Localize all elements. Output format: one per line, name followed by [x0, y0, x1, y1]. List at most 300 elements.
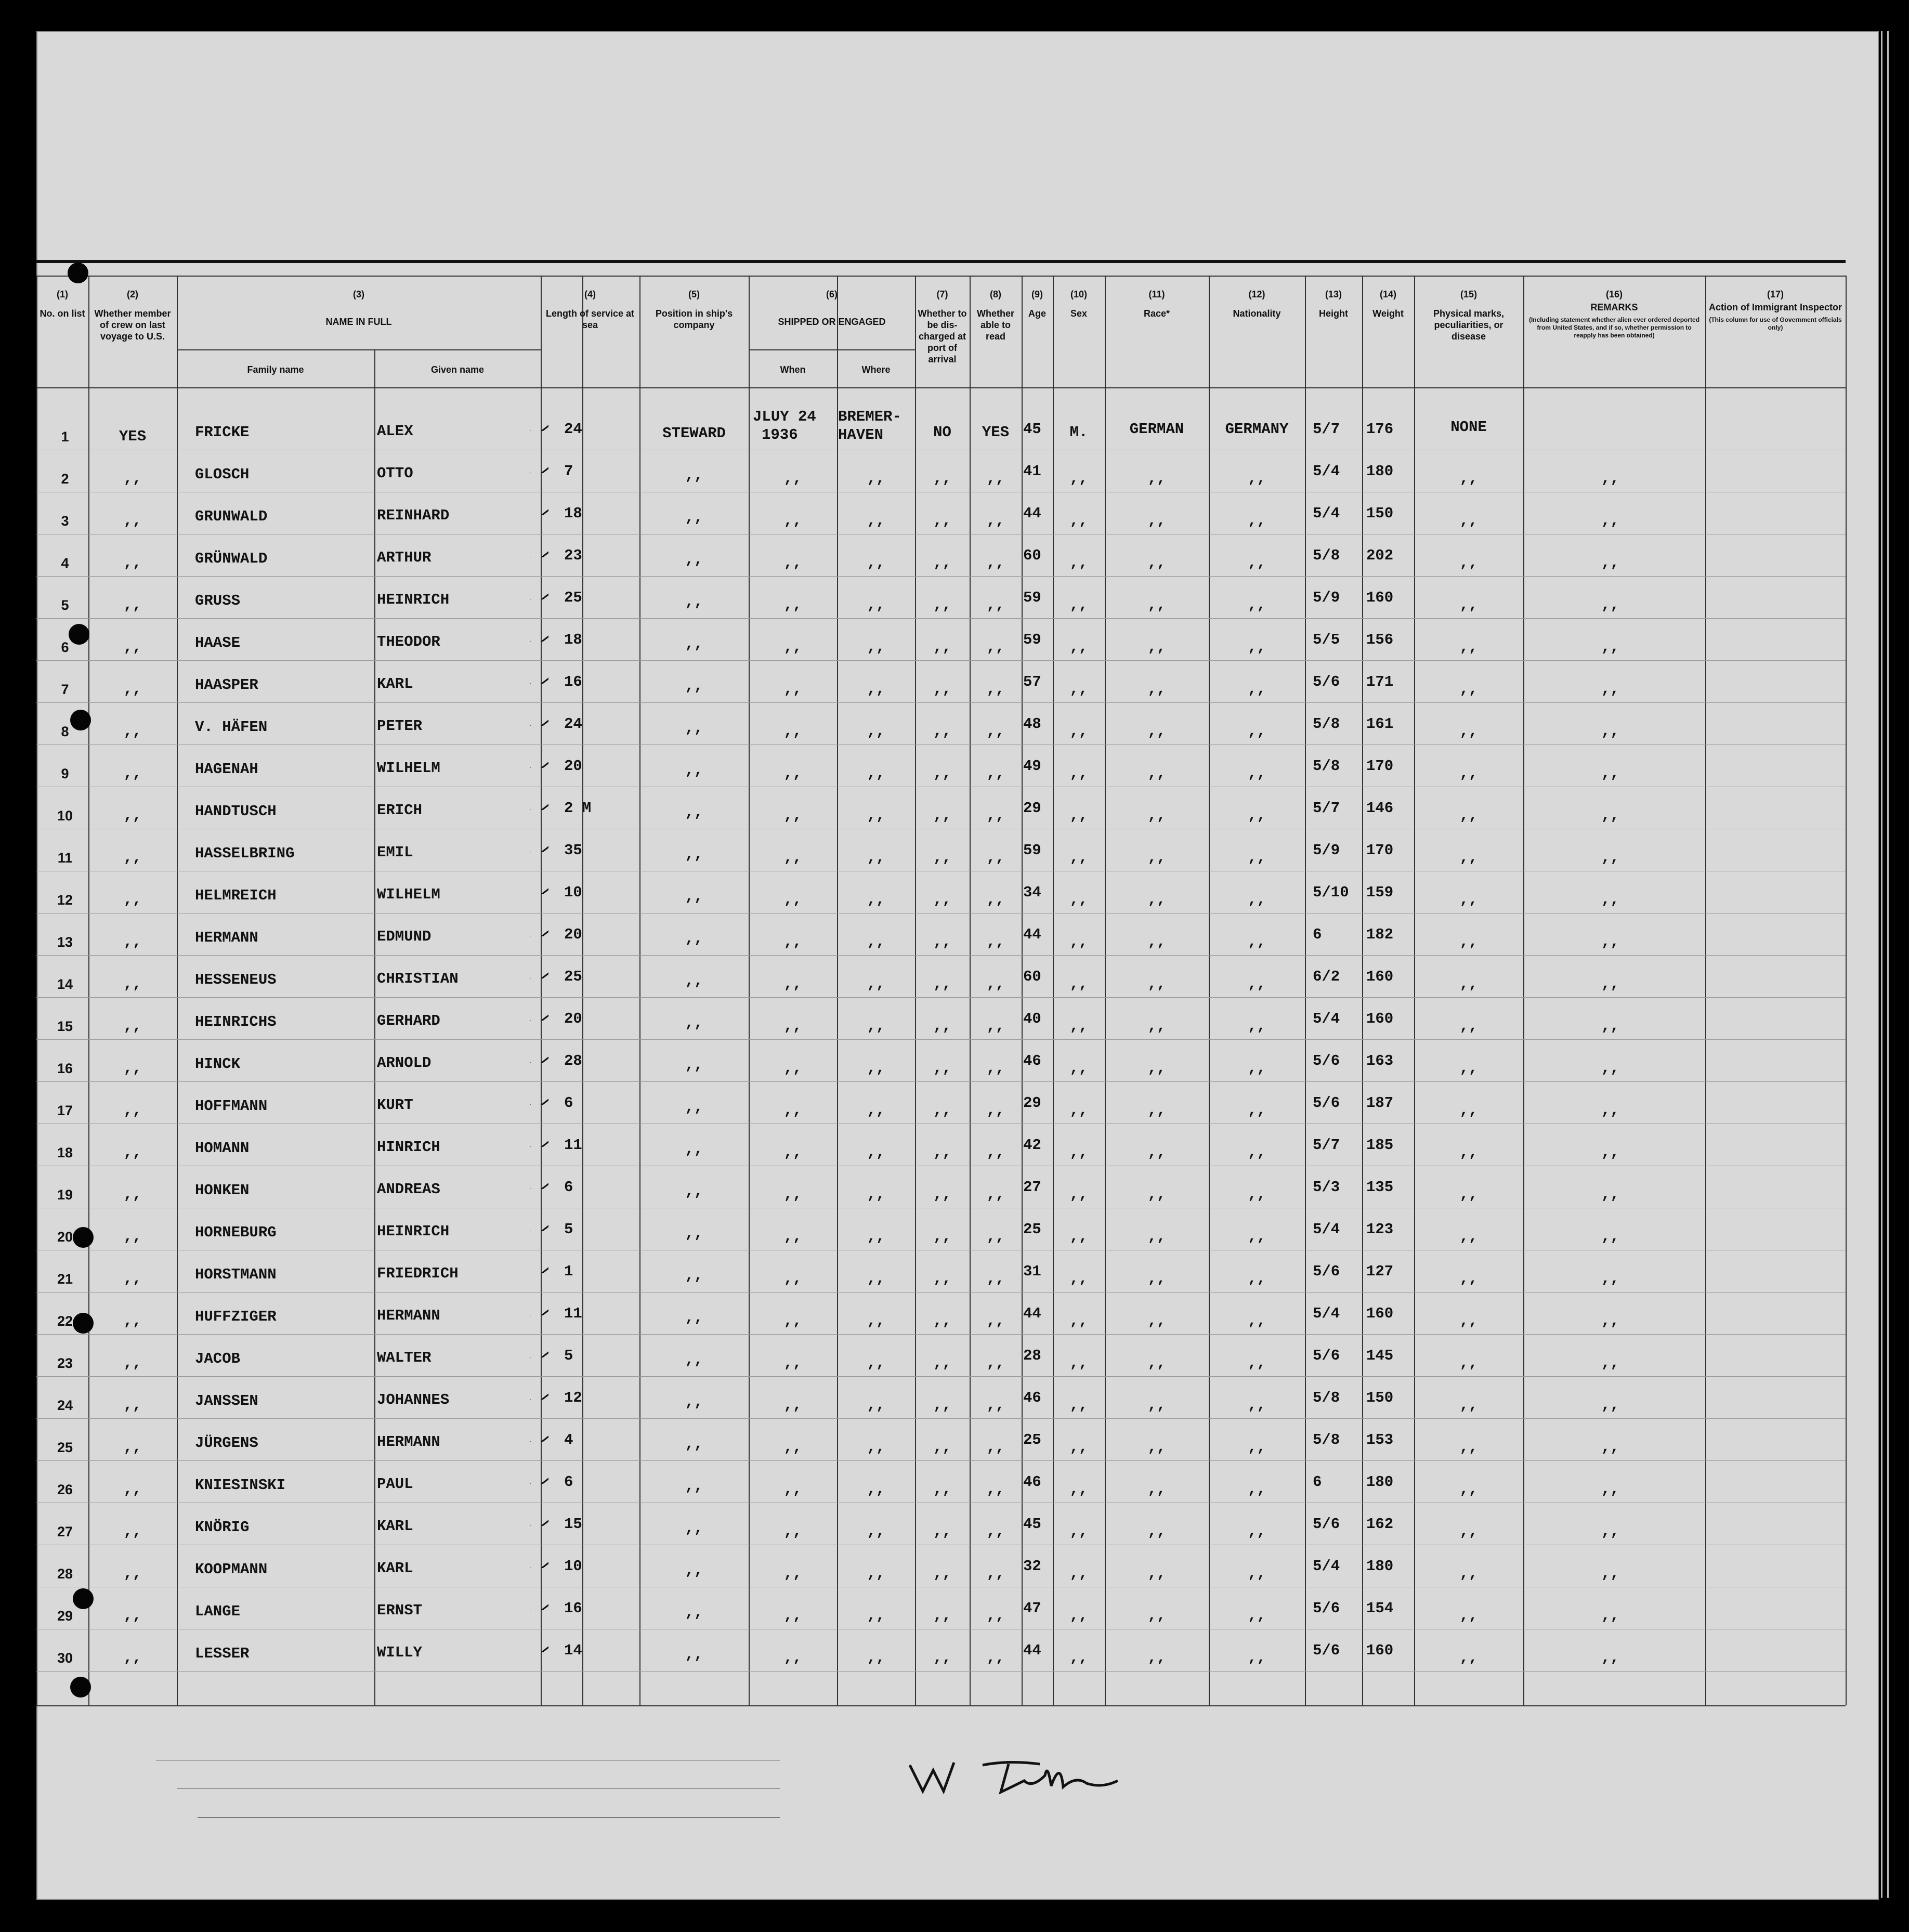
punch-hole — [73, 1313, 94, 1334]
check-mark-icon — [528, 502, 548, 515]
position-cell: ,, — [685, 677, 703, 695]
service-length-cell: 14 — [564, 1642, 582, 1659]
height-cell: 5/8 — [1313, 1389, 1340, 1406]
race-cell: ,, — [1147, 807, 1166, 824]
column-header: Age — [1028, 308, 1046, 319]
family-name-cell: HOMANN — [195, 1140, 250, 1157]
discharged-cell: ,, — [933, 1481, 951, 1498]
given-name-cell: HEINRICH — [377, 1223, 450, 1240]
service-length-cell: 24 — [564, 715, 582, 733]
row-number: 22 — [57, 1313, 73, 1329]
row-number: 23 — [57, 1355, 73, 1371]
column-number: (5) — [688, 289, 700, 299]
sex-cell: ,, — [1069, 849, 1088, 866]
age-cell: 49 — [1023, 758, 1041, 775]
nationality-cell: ,, — [1248, 1649, 1266, 1666]
last-voyage-cell: ,, — [123, 1439, 142, 1456]
name-subheader-line — [177, 349, 541, 350]
shipped-when-cell: ,, — [783, 1312, 802, 1329]
height-cell: 6/2 — [1313, 968, 1340, 985]
weight-cell: 161 — [1366, 715, 1394, 733]
sex-cell: ,, — [1069, 1186, 1088, 1203]
family-name-cell: KNÖRIG — [195, 1519, 250, 1536]
race-cell: GERMAN — [1129, 421, 1184, 438]
family-name-cell: V. HÄFEN — [195, 719, 268, 736]
check-mark-icon — [528, 544, 548, 557]
row-number: 16 — [57, 1061, 73, 1076]
given-name-cell: HINRICH — [377, 1139, 440, 1156]
able-to-read-cell: ,, — [986, 1396, 1005, 1414]
shipped-when-cell: ,, — [783, 1270, 802, 1287]
physical-marks-cell: ,, — [1459, 1396, 1478, 1414]
shipped-where-cell: ,, — [867, 807, 885, 824]
service-length-cell: 16 — [564, 673, 582, 690]
race-cell: ,, — [1147, 1228, 1166, 1245]
column-header: REMARKS — [1590, 302, 1638, 312]
check-mark-icon — [528, 1470, 548, 1484]
sex-cell: ,, — [1069, 638, 1088, 656]
physical-marks-cell: ,, — [1459, 554, 1478, 571]
weight-cell: 202 — [1366, 547, 1394, 564]
age-cell: 59 — [1023, 589, 1041, 606]
shipped-where-cell: ,, — [867, 765, 885, 782]
nationality-cell: ,, — [1248, 1439, 1266, 1456]
shipped-when-cell: ,, — [783, 891, 802, 908]
height-cell: 5/6 — [1313, 1347, 1340, 1364]
family-name-cell: HAASE — [195, 634, 241, 651]
remarks-cell: ,, — [1601, 807, 1619, 824]
remarks-cell: ,, — [1601, 1354, 1619, 1372]
discharged-cell: ,, — [933, 849, 951, 866]
column-header: Nationality — [1233, 308, 1281, 319]
check-mark-icon — [528, 881, 548, 894]
last-voyage-cell: ,, — [123, 1354, 142, 1372]
column-header: NAME IN FULL — [325, 317, 392, 327]
sex-cell: ,, — [1069, 470, 1088, 487]
column-number: (15) — [1460, 289, 1477, 299]
race-cell: ,, — [1147, 1017, 1166, 1035]
column-header: Length of service at sea — [545, 308, 635, 330]
physical-marks-cell: ,, — [1459, 807, 1478, 824]
check-mark-icon — [528, 754, 548, 768]
last-voyage-cell: ,, — [123, 1102, 142, 1119]
shipped-where-cell: ,, — [867, 1565, 885, 1582]
given-name-cell: THEODOR — [377, 633, 440, 650]
given-name-cell: ALEX — [377, 423, 413, 440]
height-cell: 5/8 — [1313, 1431, 1340, 1448]
weight-cell: 185 — [1366, 1137, 1394, 1154]
column-number: (6) — [826, 289, 838, 299]
sex-cell: ,, — [1069, 1523, 1088, 1540]
service-length-cell: 4 — [564, 1431, 573, 1448]
age-cell: 28 — [1023, 1347, 1041, 1364]
column-header: Physical marks, peculiarities, or disease — [1433, 308, 1505, 342]
shipped-when-cell: ,, — [783, 512, 802, 529]
shipped-where-cell: ,, — [867, 1144, 885, 1161]
service-length-cell: 6 — [564, 1179, 573, 1196]
shipped-where-cell: ,, — [867, 933, 885, 950]
shipped-when-cell: ,, — [783, 1228, 802, 1245]
shipped-when-cell: ,, — [783, 1102, 802, 1119]
row-number: 7 — [61, 682, 69, 697]
age-cell: 40 — [1023, 1010, 1041, 1027]
given-name-cell: KARL — [377, 675, 413, 693]
race-cell: ,, — [1147, 975, 1166, 993]
given-name-cell: FRIEDRICH — [377, 1265, 459, 1282]
service-length-cell: 20 — [564, 1010, 582, 1027]
service-length-cell: 7 — [564, 463, 573, 480]
weight-cell: 180 — [1366, 1558, 1394, 1575]
given-name-cell: PETER — [377, 717, 423, 735]
age-cell: 46 — [1023, 1052, 1041, 1069]
row-number: 19 — [57, 1187, 73, 1203]
nationality-cell: ,, — [1248, 1481, 1266, 1498]
physical-marks-cell: ,, — [1459, 1144, 1478, 1161]
service-length-cell: 25 — [564, 968, 582, 985]
height-cell: 5/6 — [1313, 673, 1340, 690]
sex-cell: ,, — [1069, 1144, 1088, 1161]
column-subheader: Family name — [247, 364, 304, 375]
race-cell: ,, — [1147, 1270, 1166, 1287]
column-divider — [1846, 276, 1847, 1705]
service-length-cell: 20 — [564, 926, 582, 943]
column-number: (14) — [1379, 289, 1396, 299]
age-cell: 44 — [1023, 1642, 1041, 1659]
shipped-where-cell: ,, — [867, 1017, 885, 1035]
nationality-cell: ,, — [1248, 849, 1266, 866]
sex-cell: ,, — [1069, 933, 1088, 950]
physical-marks-cell: ,, — [1459, 1607, 1478, 1624]
able-to-read-cell: ,, — [986, 723, 1005, 740]
given-name-cell: WILHELM — [377, 886, 440, 903]
shipped-where-cell: ,, — [867, 1396, 885, 1414]
nationality-cell: ,, — [1248, 681, 1266, 698]
weight-cell: 150 — [1366, 1389, 1394, 1406]
sex-cell: ,, — [1069, 1439, 1088, 1456]
physical-marks-cell: ,, — [1459, 723, 1478, 740]
able-to-read-cell: ,, — [986, 1439, 1005, 1456]
row-number: 10 — [57, 808, 73, 824]
physical-marks-cell: ,, — [1459, 470, 1478, 487]
shipped-when-cell: ,, — [783, 1396, 802, 1414]
row-number: 15 — [57, 1019, 73, 1034]
column-number: (4) — [584, 289, 596, 299]
sex-cell: ,, — [1069, 1607, 1088, 1624]
age-cell: 34 — [1023, 884, 1041, 901]
service-length-cell: 15 — [564, 1516, 582, 1533]
position-cell: ,, — [685, 1099, 703, 1116]
sex-cell: ,, — [1069, 891, 1088, 908]
punch-hole — [70, 710, 91, 730]
check-mark-icon — [528, 1597, 548, 1610]
shipped-when-cell: ,, — [783, 554, 802, 571]
row-line — [36, 1334, 1846, 1335]
column-divider — [36, 276, 37, 1705]
sex-cell: ,, — [1069, 681, 1088, 698]
family-name-cell: HORNEBURG — [195, 1224, 277, 1241]
discharged-cell: ,, — [933, 1396, 951, 1414]
weight-cell: 146 — [1366, 800, 1394, 817]
column-number: (13) — [1325, 289, 1342, 299]
last-voyage-cell: ,, — [123, 933, 142, 950]
discharged-cell: ,, — [933, 512, 951, 529]
check-mark-icon — [528, 1260, 548, 1273]
last-voyage-cell: ,, — [123, 596, 142, 613]
physical-marks-cell: ,, — [1459, 1228, 1478, 1245]
shipped-when-cell: ,, — [783, 1354, 802, 1372]
remarks-cell: ,, — [1601, 638, 1619, 656]
nationality-cell: ,, — [1248, 1144, 1266, 1161]
nationality-cell: ,, — [1248, 1354, 1266, 1372]
able-to-read-cell: ,, — [986, 638, 1005, 656]
column-header: Sex — [1070, 308, 1088, 319]
shipped-where-cell: ,, — [867, 891, 885, 908]
discharged-cell: ,, — [933, 933, 951, 950]
punch-hole — [69, 624, 89, 645]
age-cell: 41 — [1023, 463, 1041, 480]
discharged-cell: ,, — [933, 975, 951, 993]
last-voyage-cell: ,, — [123, 891, 142, 908]
nationality-cell: ,, — [1248, 1228, 1266, 1245]
given-name-cell: PAUL — [377, 1476, 413, 1493]
discharged-cell: ,, — [933, 1607, 951, 1624]
shipped-where-cell: ,, — [867, 1439, 885, 1456]
given-name-cell: KARL — [377, 1560, 413, 1577]
shipped-when-cell: ,, — [783, 933, 802, 950]
column-divider — [1705, 276, 1706, 1705]
discharged-cell: ,, — [933, 807, 951, 824]
race-cell: ,, — [1147, 1481, 1166, 1498]
sex-cell: ,, — [1069, 807, 1088, 824]
family-name-cell: KOOPMANN — [195, 1561, 268, 1578]
remarks-cell: ,, — [1601, 723, 1619, 740]
age-cell: 60 — [1023, 547, 1041, 564]
check-mark-icon — [528, 1639, 548, 1652]
shipped-where-cell: ,, — [867, 1270, 885, 1287]
column-number: (8) — [990, 289, 1001, 299]
last-voyage-cell: ,, — [123, 470, 142, 487]
given-name-cell: GERHARD — [377, 1012, 440, 1029]
physical-marks-cell: ,, — [1459, 975, 1478, 993]
row-number: 2 — [61, 471, 69, 487]
age-cell: 31 — [1023, 1263, 1041, 1280]
given-name-cell: HERMANN — [377, 1307, 440, 1324]
physical-marks-cell: NONE — [1450, 419, 1487, 436]
age-cell: 25 — [1023, 1431, 1041, 1448]
position-cell: ,, — [685, 551, 703, 568]
shipped-subheader-line — [749, 349, 915, 350]
row-line — [36, 997, 1846, 998]
last-voyage-cell: ,, — [123, 638, 142, 656]
height-cell: 6 — [1313, 1473, 1322, 1491]
column-number: (7) — [936, 289, 948, 299]
column-subheader: Where — [861, 364, 891, 375]
header-rule — [36, 260, 1846, 263]
column-number: (9) — [1031, 289, 1043, 299]
family-name-cell: JÜRGENS — [195, 1434, 258, 1452]
remarks-cell: ,, — [1601, 1523, 1619, 1540]
given-name-cell: EDMUND — [377, 928, 432, 945]
age-cell: 46 — [1023, 1389, 1041, 1406]
height-cell: 5/7 — [1313, 1137, 1340, 1154]
age-cell: 27 — [1023, 1179, 1041, 1196]
physical-marks-cell: ,, — [1459, 1186, 1478, 1203]
given-name-cell: ERNST — [377, 1602, 423, 1619]
last-voyage-cell: ,, — [123, 765, 142, 782]
family-name-cell: LANGE — [195, 1603, 241, 1620]
family-name-cell: HANDTUSCH — [195, 803, 277, 820]
row-number: 14 — [57, 976, 73, 992]
able-to-read-cell: ,, — [986, 1228, 1005, 1245]
family-name-cell: HORSTMANN — [195, 1266, 277, 1283]
age-cell: 44 — [1023, 1305, 1041, 1322]
shipped-when-cell: ,, — [783, 470, 802, 487]
weight-cell: 159 — [1366, 884, 1394, 901]
nationality-cell: ,, — [1248, 638, 1266, 656]
physical-marks-cell: ,, — [1459, 1481, 1478, 1498]
check-mark-icon — [528, 1133, 548, 1147]
remarks-cell: ,, — [1601, 512, 1619, 529]
discharged-cell: NO — [933, 424, 951, 441]
race-cell: ,, — [1147, 554, 1166, 571]
race-cell: ,, — [1147, 1060, 1166, 1077]
given-name-cell: REINHARD — [377, 507, 450, 524]
race-cell: ,, — [1147, 470, 1166, 487]
age-cell: 46 — [1023, 1473, 1041, 1491]
age-cell: 42 — [1023, 1137, 1041, 1154]
discharged-cell: ,, — [933, 596, 951, 613]
row-number: 25 — [57, 1440, 73, 1455]
position-cell: ,, — [685, 1478, 703, 1495]
physical-marks-cell: ,, — [1459, 638, 1478, 656]
race-cell: ,, — [1147, 638, 1166, 656]
physical-marks-cell: ,, — [1459, 512, 1478, 529]
remarks-cell: ,, — [1601, 1186, 1619, 1203]
row-number: 3 — [61, 513, 69, 529]
able-to-read-cell: ,, — [986, 596, 1005, 613]
height-cell: 5/6 — [1313, 1263, 1340, 1280]
family-name-cell: HOFFMANN — [195, 1098, 268, 1115]
sex-cell: M. — [1069, 424, 1088, 441]
position-cell: ,, — [685, 888, 703, 905]
weight-cell: 127 — [1366, 1263, 1394, 1280]
able-to-read-cell: ,, — [986, 1481, 1005, 1498]
height-cell: 5/6 — [1313, 1642, 1340, 1659]
able-to-read-cell: ,, — [986, 807, 1005, 824]
sex-cell: ,, — [1069, 765, 1088, 782]
nationality-cell: ,, — [1248, 723, 1266, 740]
table-top-line — [36, 276, 1846, 277]
shipped-where-cell: ,, — [867, 554, 885, 571]
race-cell: ,, — [1147, 1312, 1166, 1329]
column-number: (16) — [1605, 289, 1623, 299]
position-cell: ,, — [685, 1646, 703, 1663]
weight-cell: 153 — [1366, 1431, 1394, 1448]
check-mark-icon — [528, 1007, 548, 1021]
shipped-when-cell: ,, — [783, 1649, 802, 1666]
last-voyage-cell: ,, — [123, 1017, 142, 1035]
row-number: 11 — [57, 850, 73, 866]
height-cell: 5/5 — [1313, 631, 1340, 648]
able-to-read-cell: ,, — [986, 470, 1005, 487]
sex-cell: ,, — [1069, 723, 1088, 740]
weight-cell: 180 — [1366, 463, 1394, 480]
family-name-cell: HASSELBRING — [195, 845, 295, 862]
given-name-cell: WALTER — [377, 1349, 432, 1366]
height-cell: 5/4 — [1313, 505, 1340, 522]
able-to-read-cell: ,, — [986, 1017, 1005, 1035]
remarks-cell: ,, — [1601, 596, 1619, 613]
given-name-cell: ARTHUR — [377, 549, 432, 566]
row-number: 26 — [57, 1482, 73, 1497]
able-to-read-cell: ,, — [986, 1102, 1005, 1119]
sex-cell: ,, — [1069, 1565, 1088, 1582]
remarks-cell: ,, — [1601, 1607, 1619, 1624]
family-name-cell: GRUNWALD — [195, 508, 268, 525]
physical-marks-cell: ,, — [1459, 1312, 1478, 1329]
age-cell: 44 — [1023, 505, 1041, 522]
given-name-cell: KARL — [377, 1518, 413, 1535]
race-cell: ,, — [1147, 1439, 1166, 1456]
race-cell: ,, — [1147, 596, 1166, 613]
height-cell: 5/3 — [1313, 1179, 1340, 1196]
discharged-cell: ,, — [933, 554, 951, 571]
discharged-cell: ,, — [933, 638, 951, 656]
shipped-when-cell: ,, — [783, 765, 802, 782]
shipped-where-cell: ,, — [867, 1607, 885, 1624]
shipped-where-cell: ,, — [867, 723, 885, 740]
column-header: Whether member of crew on last voyage to U.S. — [94, 308, 171, 342]
weight-cell: 162 — [1366, 1516, 1394, 1533]
able-to-read-cell: ,, — [986, 1523, 1005, 1540]
column-divider — [582, 276, 583, 1705]
height-cell: 5/9 — [1313, 842, 1340, 859]
check-mark-icon — [528, 839, 548, 852]
family-name-cell: HAGENAH — [195, 761, 258, 778]
age-cell: 57 — [1023, 673, 1041, 690]
column-header: Action of Immigrant Inspector — [1708, 302, 1842, 312]
last-voyage-cell: ,, — [123, 1228, 142, 1245]
family-name-cell: GLOSCH — [195, 466, 250, 483]
able-to-read-cell: ,, — [986, 1312, 1005, 1329]
given-name-cell: ARNOLD — [377, 1054, 432, 1072]
race-cell: ,, — [1147, 723, 1166, 740]
height-cell: 5/7 — [1313, 800, 1340, 817]
race-cell: ,, — [1147, 849, 1166, 866]
row-number: 27 — [57, 1524, 73, 1539]
row-line — [36, 1081, 1846, 1082]
race-cell: ,, — [1147, 891, 1166, 908]
height-cell: 5/10 — [1313, 884, 1349, 901]
discharged-cell: ,, — [933, 1439, 951, 1456]
physical-marks-cell: ,, — [1459, 1270, 1478, 1287]
shipped-where-cell: BREMER- — [838, 408, 901, 425]
height-cell: 5/6 — [1313, 1052, 1340, 1069]
check-mark-icon — [528, 1512, 548, 1526]
column-divider — [541, 276, 542, 1705]
shipped-when-cell: ,, — [783, 849, 802, 866]
shipped-when-cell: ,, — [783, 596, 802, 613]
nationality-cell: ,, — [1248, 765, 1266, 782]
service-length-cell: 11 — [564, 1137, 582, 1154]
height-cell: 5/4 — [1313, 1558, 1340, 1575]
able-to-read-cell: ,, — [986, 1649, 1005, 1666]
race-cell: ,, — [1147, 1649, 1166, 1666]
position-cell: ,, — [685, 1520, 703, 1537]
discharged-cell: ,, — [933, 1649, 951, 1666]
check-mark-icon — [528, 460, 548, 473]
weight-cell: 154 — [1366, 1600, 1394, 1617]
